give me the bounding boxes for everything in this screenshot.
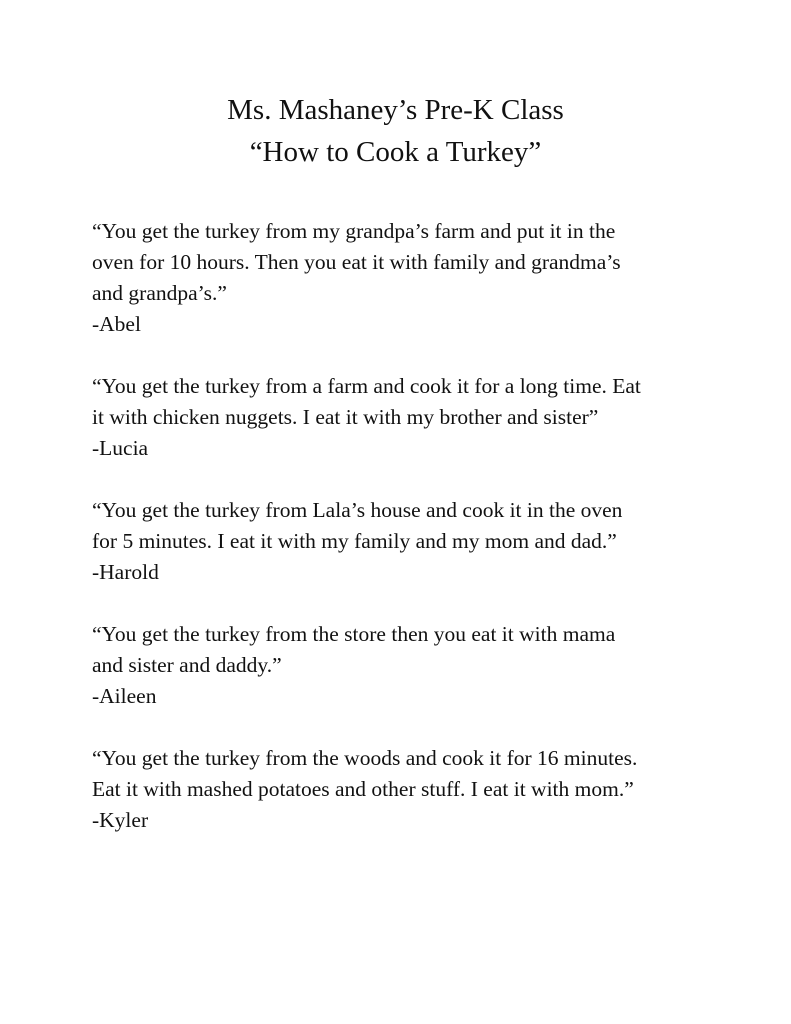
quote-line: it with chicken nuggets. I eat it with my brother and sister” (92, 405, 599, 429)
quote-author: -Kyler (92, 808, 149, 832)
quote-author: -Lucia (92, 436, 149, 460)
quote-list (92, 216, 732, 867)
quote-entry-harold (92, 495, 732, 588)
quote-line: “You get the turkey from the store then you eat it with mama (92, 622, 616, 646)
quote-author: -Harold (92, 560, 159, 584)
quote-line: and grandpa’s.” (92, 281, 227, 305)
quote-line: oven for 10 hours. Then you eat it with family and grandma’s (92, 250, 621, 274)
quote-entry-abel (92, 216, 732, 340)
quote-entry-lucia (92, 371, 732, 464)
quote-line: “You get the turkey from a farm and cook it for a long time. Eat (92, 374, 641, 398)
quote-line: for 5 minutes. I eat it with my family and my mom and dad.” (92, 529, 617, 553)
quote-entry-kyler (92, 743, 732, 836)
document-title: Ms. Mashaney’s Pre-K Class (227, 94, 564, 126)
quote-line: “You get the turkey from the woods and cook it for 16 minutes. (92, 746, 638, 770)
quote-author: -Aileen (92, 684, 157, 708)
quote-author: -Abel (92, 312, 141, 336)
quote-line: “You get the turkey from Lala’s house and cook it in the oven (92, 498, 623, 522)
document-subtitle: “How to Cook a Turkey” (249, 136, 542, 168)
quote-line: and sister and daddy.” (92, 653, 282, 677)
quote-entry-aileen (92, 619, 732, 712)
quote-line: “You get the turkey from my grandpa’s farm and put it in the (92, 219, 616, 243)
quote-line: Eat it with mashed potatoes and other stuff. I eat it with mom.” (92, 777, 634, 801)
